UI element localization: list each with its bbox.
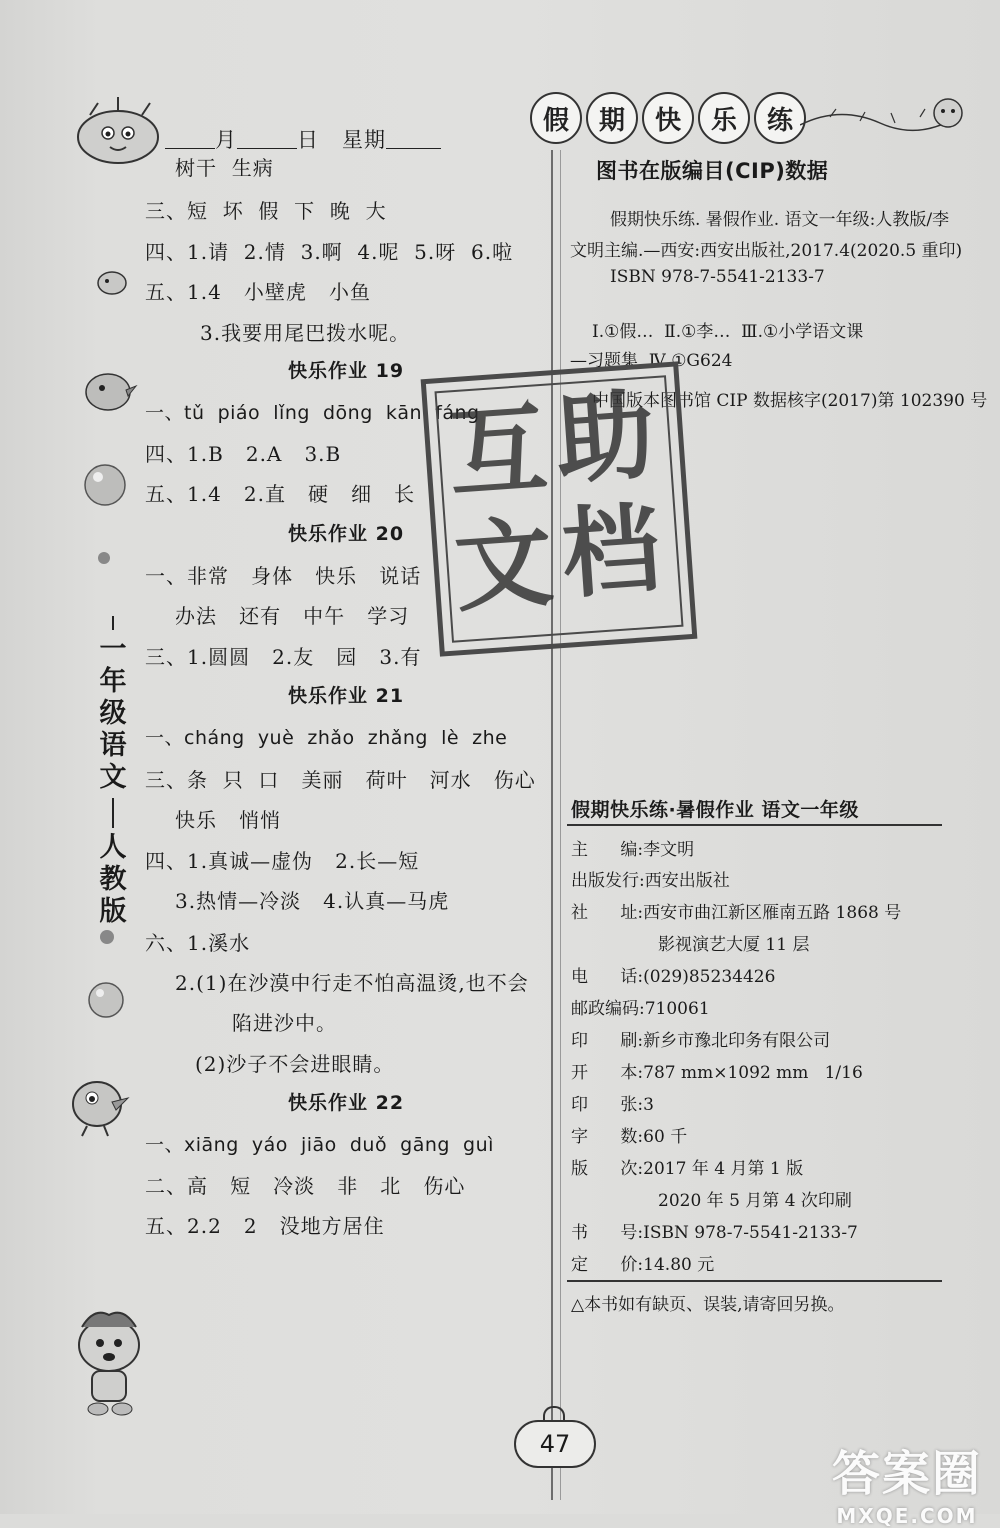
answer-line: 一、xiāng yáo jiāo duǒ gāng guì	[145, 1134, 494, 1156]
answer-line: 五、1.4 2.直 硬 细 长	[145, 482, 416, 506]
homework-heading: 快乐作业 22	[288, 1092, 405, 1114]
side-title-char: 版	[99, 896, 127, 927]
logo-char: 乐	[698, 92, 750, 144]
imprint-row: 影视演艺大厦 11 层	[658, 935, 810, 955]
side-title-char: 教	[99, 864, 127, 895]
side-title-char: 级	[99, 698, 127, 729]
imprint-row: 主 编:李文明	[571, 840, 695, 860]
answer-line: 四、1.请 2.情 3.啊 4.呢 5.呀 6.啦	[145, 240, 514, 264]
stamp-char: 文	[450, 505, 557, 627]
answer-line: 六、1.溪水	[145, 931, 251, 955]
dot-icon	[96, 550, 112, 566]
watermark-logo-text: 答案圈	[831, 1446, 982, 1502]
imprint-note: △本书如有缺页、误装,请寄回另换。	[571, 1295, 845, 1315]
cip-line: ISBN 978-7-5541-2133-7	[610, 267, 825, 287]
answer-line: 四、1.真诚—虚伪 2.长—短	[145, 849, 420, 873]
homework-heading: 快乐作业 19	[288, 360, 405, 382]
cip-line: 文明主编.—西安:西安出版社,2017.4(2020.5 重印)	[570, 241, 963, 261]
side-title-char: 语	[99, 730, 127, 761]
answer-line: 一、非常 身体 快乐 说话	[145, 564, 422, 588]
imprint-row: 电 话:(029)85234426	[571, 967, 776, 987]
series-logo	[530, 92, 810, 142]
site-watermark	[832, 1435, 982, 1528]
answer-line: 五、1.4 小壁虎 小鱼	[145, 280, 371, 304]
bird-icon	[78, 360, 138, 420]
imprint-row: 开 本:787 mm×1092 mm 1/16	[571, 1063, 863, 1083]
stamp-char: 助	[552, 378, 659, 499]
imprint-row: 版 次:2017 年 4 月第 1 版	[571, 1159, 804, 1179]
imprint-row: 出版发行:西安出版社	[571, 871, 730, 891]
logo-char: 练	[754, 92, 806, 144]
answer-line: 一、cháng yuè zhǎo zhǎng lè zhe	[145, 727, 508, 749]
homework-heading: 快乐作业 21	[288, 685, 405, 707]
cartoon-dog-icon	[64, 1305, 154, 1420]
answer-line: 三、条 只 口 美丽 荷叶 河水 伤心	[145, 768, 536, 792]
cartoon-bird-icon	[62, 1068, 132, 1140]
homework-heading: 快乐作业 20	[288, 523, 405, 545]
answer-line: 3.我要用尾巴拨水呢。	[200, 321, 411, 345]
answer-line: 办法 还有 中午 学习	[175, 604, 410, 628]
imprint-row: 邮政编码:710061	[571, 999, 710, 1019]
imprint-row: 定 价:14.80 元	[571, 1255, 715, 1275]
vine-decoration-icon	[800, 95, 970, 150]
side-title-char: 一	[99, 634, 127, 665]
answer-line: 快乐 悄悄	[175, 808, 282, 832]
logo-char: 快	[642, 92, 694, 144]
answer-line: 四、1.B 2.A 3.B	[145, 442, 342, 466]
watermark-stamp	[421, 361, 698, 656]
cip-line: 中国版本图书馆 CIP 数据核字(2017)第 102390 号	[592, 391, 988, 411]
side-title-char: 年	[99, 666, 127, 697]
answer-line: 陷进沙中。	[232, 1011, 337, 1035]
imprint-row: 印 张:3	[571, 1095, 654, 1115]
stamp-char: 互	[445, 391, 551, 513]
answer-line: 三、1.圆圆 2.友 园 3.有	[145, 645, 422, 669]
date-line: 月 日 星期	[165, 124, 441, 154]
stamp-char: 档	[558, 492, 665, 613]
cip-line: Ⅰ.①假… Ⅱ.①李… Ⅲ.①小学语文课	[592, 322, 864, 342]
answer-line: 一、tǔ piáo lǐng dōng kān fáng	[145, 402, 480, 424]
cip-line: —习题集 Ⅳ.①G624	[570, 351, 733, 371]
imprint-row: 书 号:ISBN 978-7-5541-2133-7	[571, 1223, 858, 1243]
side-title-char: 文	[99, 762, 127, 793]
small-fish-icon	[95, 268, 129, 298]
answer-line: 五、2.2 2 没地方居住	[145, 1214, 385, 1238]
divider	[567, 824, 942, 826]
watermark-url: MXQE.COM	[836, 1504, 978, 1528]
dot-icon	[98, 928, 116, 946]
imprint-title: 假期快乐练·暑假作业 语文一年级	[571, 799, 859, 821]
answer-line: 2.(1)在沙漠中行走不怕高温烫,也不会	[175, 971, 529, 995]
divider	[567, 1280, 942, 1282]
logo-char: 假	[530, 92, 582, 144]
side-title-char: 人	[99, 832, 127, 863]
imprint-row: 2020 年 5 月第 4 次印刷	[658, 1191, 852, 1211]
cip-title: 图书在版编目(CIP)数据	[596, 159, 829, 183]
bubble-icon	[82, 462, 128, 508]
imprint-row: 社 址:西安市曲江新区雁南五路 1868 号	[571, 903, 902, 923]
page-divider	[551, 150, 553, 1500]
imprint-row: 印 刷:新乡市豫北印务有限公司	[571, 1031, 831, 1051]
answer-line: 三、短 坏 假 下 晚 大	[145, 199, 387, 223]
page-divider	[560, 150, 561, 1500]
answer-line: 3.热情—冷淡 4.认真—马虎	[175, 889, 450, 913]
answer-line: 二、高 短 冷淡 非 北 伤心	[145, 1174, 466, 1198]
answer-line: 树干 生病	[175, 156, 274, 180]
imprint-row: 字 数:60 千	[571, 1127, 688, 1147]
answer-line: (2)沙子不会进眼睛。	[195, 1052, 395, 1076]
bubble-icon	[86, 980, 126, 1020]
logo-char: 期	[586, 92, 638, 144]
cip-line: 假期快乐练. 暑假作业. 语文一年级:人教版/李	[610, 210, 950, 230]
page-number: 47	[514, 1420, 596, 1468]
side-title	[96, 612, 130, 928]
cartoon-creature-icon	[70, 95, 165, 170]
